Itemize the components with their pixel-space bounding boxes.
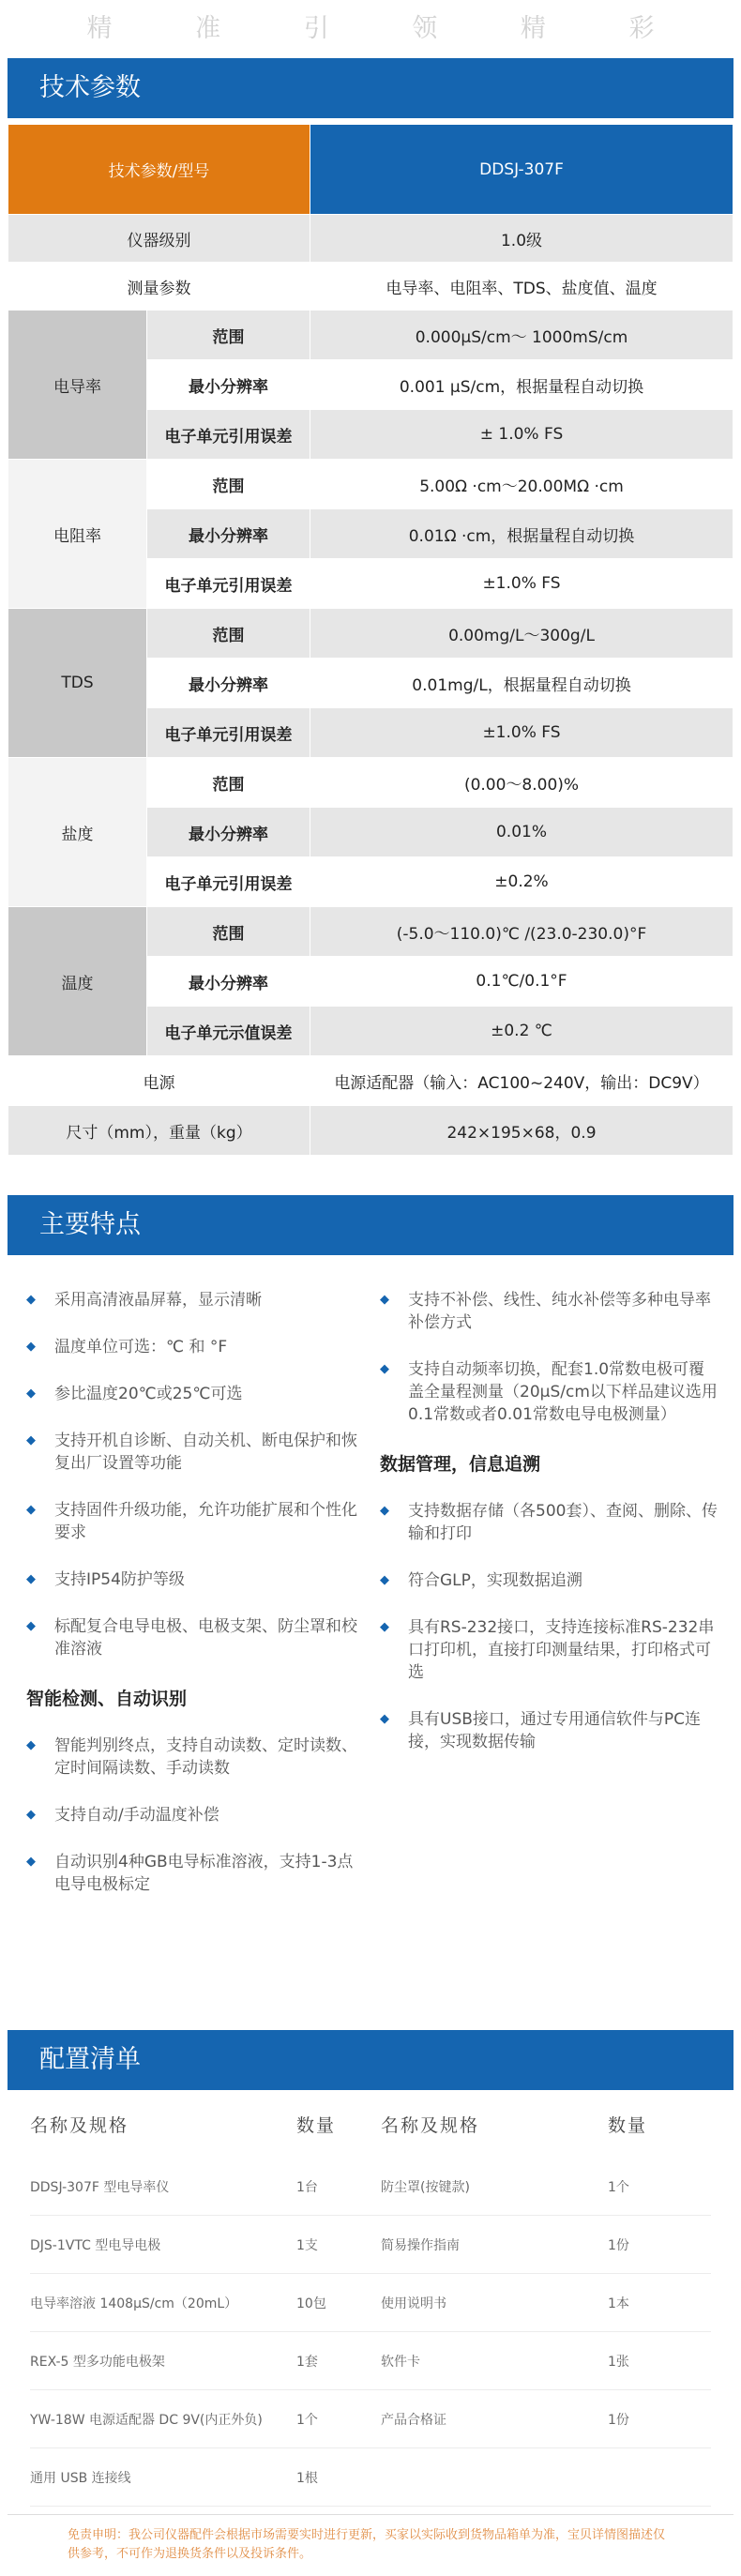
feature-item (26, 1735, 367, 1780)
diamond-bullet-icon: ◆ (26, 1386, 36, 1401)
diamond-bullet-icon: ◆ (380, 1573, 389, 1587)
config-row (30, 2390, 711, 2448)
diamond-bullet-icon: ◆ (380, 1293, 389, 1307)
config-qty: 1份 (608, 2237, 629, 2253)
feature-text: 标配复合电导电极、电极支架、防尘罩和校准溶液 (54, 1617, 357, 1659)
diamond-bullet-icon: ◆ (26, 1738, 36, 1752)
feature-item (26, 1289, 367, 1311)
temp-err-label: 电子单元示值误差 (147, 1007, 310, 1056)
sal-range-label: 范围 (147, 758, 310, 808)
feature-text: 符合GLP，实现数据追溯 (408, 1571, 582, 1590)
config-qty: 1份 (608, 2412, 629, 2428)
config-row (30, 2448, 711, 2507)
feature-text: 具有RS-232接口，支持连接标准RS-232串口打印机，直接打印测量结果，打印格式可选 (408, 1618, 715, 1682)
cond-err: ± 1.0% FS (310, 410, 733, 460)
tds-err-label: 电子单元引用误差 (147, 708, 310, 758)
sal-err-label: 电子单元引用误差 (147, 857, 310, 907)
group-temperature: 温度 (8, 907, 147, 1056)
config-qty: 1台 (296, 2179, 318, 2195)
sal-res: 0.01% (310, 808, 733, 857)
config-item: REX-5 型多功能电极架 (30, 2354, 165, 2370)
feature-item (26, 1383, 367, 1405)
tds-res-label: 最小分辨率 (147, 659, 310, 708)
config-qty: 1套 (296, 2354, 318, 2370)
cond-err-label: 电子单元引用误差 (147, 410, 310, 460)
spec-table (8, 124, 733, 1156)
feature-item (26, 1499, 367, 1544)
diamond-bullet-icon: ◆ (26, 1855, 36, 1869)
group-conductivity: 电导率 (8, 311, 147, 460)
feature-item (380, 1358, 720, 1426)
section-title-features: 主要特点 (8, 1195, 733, 1255)
value-power: 电源适配器（输入：AC100~240V，输出：DC9V） (310, 1056, 733, 1106)
config-qty: 1根 (296, 2470, 318, 2486)
sal-res-label: 最小分辨率 (147, 808, 310, 857)
resist-res-label: 最小分辨率 (147, 509, 310, 559)
feature-text: 支持自动频率切换，配套1.0常数电极可覆盖全量程测量（20μS/cm以下样品建议选用0.1常数或者0.01常数电导电极测量） (408, 1360, 718, 1424)
cond-range-label: 范围 (147, 311, 310, 360)
config-qty: 1个 (296, 2412, 318, 2428)
feature-heading-data: 数据管理，信息追溯 (380, 1454, 541, 1475)
diamond-bullet-icon: ◆ (26, 1572, 36, 1586)
feature-item (26, 1804, 367, 1826)
spec-header-model: DDSJ-307F (310, 125, 733, 215)
label-level: 仪器级别 (8, 215, 310, 263)
feature-text: 支持开机自诊断、自动关机、断电保护和恢复出厂设置等功能 (54, 1432, 357, 1473)
config-item: DDSJ-307F 型电导率仪 (30, 2179, 170, 2195)
diamond-bullet-icon: ◆ (380, 1620, 389, 1634)
config-item: 使用说明书 (381, 2296, 446, 2311)
config-item: 简易操作指南 (381, 2237, 460, 2253)
config-row (30, 2332, 711, 2390)
value-measure: 电导率、电阻率、TDS、盐度值、温度 (310, 263, 733, 311)
resist-range-label: 范围 (147, 460, 310, 509)
diamond-bullet-icon: ◆ (380, 1712, 389, 1726)
diamond-bullet-icon: ◆ (26, 1503, 36, 1517)
label-size: 尺寸（mm），重量（kg） (8, 1106, 310, 1156)
feature-item (380, 1569, 720, 1592)
temp-err: ±0.2 ℃ (310, 1007, 733, 1056)
sal-err: ±0.2% (310, 857, 733, 907)
tds-res: 0.01mg/L，根据量程自动切换 (310, 659, 733, 708)
config-list (8, 2090, 733, 2507)
feature-text: 支持固件升级功能，允许功能扩展和个性化要求 (54, 1501, 357, 1542)
resist-err: ±1.0% FS (310, 559, 733, 609)
config-item: YW-18W 电源适配器 DC 9V(内正外负) (30, 2412, 263, 2428)
config-head-qty-1: 数量 (296, 2114, 337, 2136)
config-item: 防尘罩(按键款) (381, 2179, 470, 2195)
section-title-config: 配置清单 (8, 2030, 733, 2090)
temp-res: 0.1℃/0.1°F (310, 957, 733, 1007)
feature-item (26, 1568, 367, 1591)
disclaimer: 免责申明：我公司仪器配件会根据市场需要实时进行更新，买家以实际收到货物品箱单为准，宝贝详情图描述仅供参考，不可作为退换货条件以及投诉条件。 (8, 2514, 733, 2575)
features-left-column (26, 1289, 380, 2030)
feature-text: 智能判别终点，支持自动读数、定时读数、定时间隔读数、手动读数 (54, 1736, 357, 1778)
section-title-specs: 技术参数 (8, 58, 733, 118)
feature-text: 具有USB接口，通过专用通信软件与PC连接，实现数据传输 (408, 1710, 702, 1751)
config-head-name-2: 名称及规格 (381, 2114, 480, 2136)
config-row (30, 2216, 711, 2274)
config-item: 通用 USB 连接线 (30, 2470, 131, 2486)
feature-item (380, 1500, 720, 1545)
temp-range-label: 范围 (147, 907, 310, 957)
label-power: 电源 (8, 1056, 310, 1106)
feature-item (380, 1289, 720, 1334)
cond-res: 0.001 μS/cm，根据量程自动切换 (310, 360, 733, 410)
spec-header-left: 技术参数/型号 (8, 125, 310, 215)
feature-text: 自动识别4种GB电导标准溶液，支持1-3点电导电极标定 (54, 1853, 354, 1894)
feature-text: 支持不补偿、线性、纯水补偿等多种电导率补偿方式 (408, 1291, 711, 1332)
config-head-name-1: 名称及规格 (30, 2114, 129, 2136)
temp-res-label: 最小分辨率 (147, 957, 310, 1007)
diamond-bullet-icon: ◆ (26, 1293, 36, 1307)
config-item: 产品合格证 (381, 2412, 446, 2428)
feature-text: 支持自动/手动温度补偿 (54, 1806, 219, 1825)
feature-item (26, 1430, 367, 1475)
feature-heading-smart: 智能检测、自动识别 (26, 1689, 188, 1709)
value-size: 242×195×68，0.9 (310, 1106, 733, 1156)
config-item: 软件卡 (381, 2354, 420, 2370)
tds-range: 0.00mg/L～300g/L (310, 609, 733, 659)
resist-res: 0.01Ω ·cm，根据量程自动切换 (310, 509, 733, 559)
features-right-column (380, 1289, 733, 2030)
tds-range-label: 范围 (147, 609, 310, 659)
diamond-bullet-icon: ◆ (26, 1340, 36, 1354)
feature-item (26, 1336, 367, 1358)
diamond-bullet-icon: ◆ (26, 1619, 36, 1633)
group-resistivity: 电阻率 (8, 460, 147, 609)
cond-res-label: 最小分辨率 (147, 360, 310, 410)
feature-text: 采用高清液晶屏幕，显示清晰 (54, 1291, 262, 1310)
banner-slogan: 精 准 引 领 精 彩 (86, 14, 692, 43)
sal-range: (0.00～8.00)% (310, 758, 733, 808)
config-head-qty-2: 数量 (608, 2114, 648, 2136)
feature-text: 参比温度20℃或25℃可选 (54, 1385, 243, 1403)
features-block (8, 1255, 733, 2030)
tds-err: ±1.0% FS (310, 708, 733, 758)
feature-item (26, 1615, 367, 1660)
feature-item (380, 1616, 720, 1684)
config-item: DJS-1VTC 型电导电极 (30, 2237, 161, 2253)
diamond-bullet-icon: ◆ (380, 1504, 389, 1518)
diamond-bullet-icon: ◆ (26, 1433, 36, 1447)
feature-text: 支持数据存储（各500套）、查阅、删除、传输和打印 (408, 1502, 718, 1543)
config-item: 电导率溶液 1408μS/cm（20mL） (30, 2296, 238, 2311)
label-measure: 测量参数 (8, 263, 310, 311)
feature-item (26, 1851, 367, 1896)
config-qty: 1支 (296, 2237, 318, 2253)
cond-range: 0.000μS/cm～ 1000mS/cm (310, 311, 733, 360)
diamond-bullet-icon: ◆ (380, 1362, 389, 1376)
config-row (30, 2158, 711, 2216)
temp-range: (-5.0～110.0)℃ /(23.0-230.0)°F (310, 907, 733, 957)
group-salinity: 盐度 (8, 758, 147, 907)
resist-err-label: 电子单元引用误差 (147, 559, 310, 609)
feature-text: 温度单位可选：℃ 和 °F (54, 1338, 228, 1356)
feature-text: 支持IP54防护等级 (54, 1570, 185, 1589)
config-row (30, 2274, 711, 2332)
group-tds: TDS (8, 609, 147, 758)
feature-item (380, 1708, 720, 1753)
config-header (30, 2090, 711, 2158)
config-qty: 1个 (608, 2179, 629, 2195)
config-qty: 1张 (608, 2354, 629, 2370)
value-level: 1.0级 (310, 215, 733, 263)
diamond-bullet-icon: ◆ (26, 1808, 36, 1822)
resist-range: 5.00Ω ·cm～20.00MΩ ·cm (310, 460, 733, 509)
config-qty: 1本 (608, 2296, 629, 2311)
config-qty: 10包 (296, 2296, 326, 2311)
